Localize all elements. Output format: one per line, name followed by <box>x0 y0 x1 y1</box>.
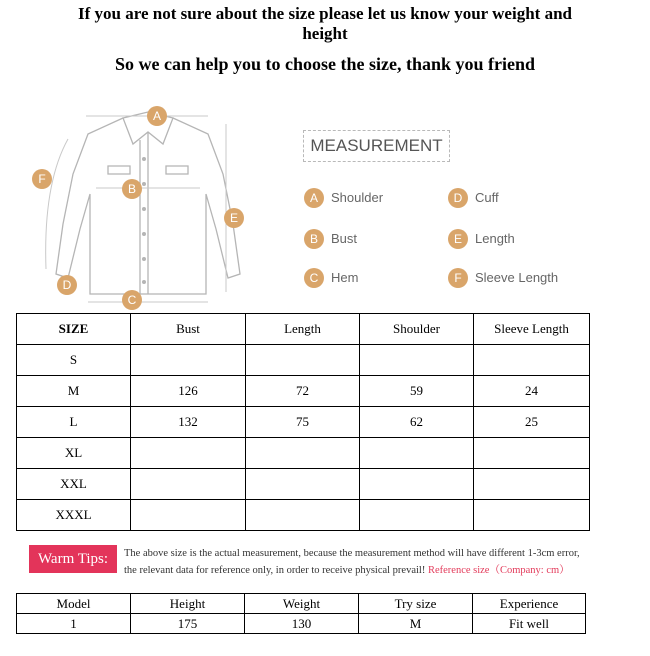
table-header-row <box>17 314 590 345</box>
table-cell <box>360 469 474 500</box>
table-cell <box>474 469 590 500</box>
table-cell <box>360 500 474 531</box>
header-try-size: Try size <box>359 594 473 614</box>
table-cell <box>246 469 360 500</box>
table-cell: Fit well <box>473 614 586 634</box>
table-cell: M <box>359 614 473 634</box>
table-cell: 72 <box>246 376 360 407</box>
warm-tips-label: Warm Tips: <box>29 545 117 573</box>
table-cell <box>131 469 246 500</box>
badge-b: B <box>122 179 142 199</box>
table-cell <box>246 345 360 376</box>
table-row <box>17 500 590 531</box>
header-experience: Experience <box>473 594 586 614</box>
warm-tips-line-1: The above size is the actual measurement, because the measurement method will have different 1-3cm error, <box>124 548 580 559</box>
table-cell: 75 <box>246 407 360 438</box>
warm-tips-line-2: the relevant data for reference only, in order to receive physical prevail! Reference size（Company: cm） <box>124 565 570 576</box>
table-cell: 132 <box>131 407 246 438</box>
table-cell <box>360 438 474 469</box>
header-model: Model <box>17 594 131 614</box>
badge-f: F <box>32 169 52 189</box>
header-length: Length <box>246 314 360 345</box>
table-cell: 24 <box>474 376 590 407</box>
legend-hem: C Hem <box>304 268 424 288</box>
table-cell: XXXL <box>17 500 131 531</box>
table-row <box>17 614 586 634</box>
warm-tips-text <box>124 545 650 579</box>
badge-c: C <box>122 290 142 310</box>
table-cell: 25 <box>474 407 590 438</box>
header-height: Height <box>131 594 245 614</box>
table-cell: XL <box>17 438 131 469</box>
table-cell: 175 <box>131 614 245 634</box>
size-help-subheading: So we can help you to choose the size, thank you friend <box>114 54 536 74</box>
legend-sleeve-length: F Sleeve Length <box>448 268 598 288</box>
header-sleeve-length: Sleeve Length <box>474 314 590 345</box>
badge-e: E <box>224 208 244 228</box>
model-fit-table <box>16 593 586 634</box>
table-cell <box>360 345 474 376</box>
table-row <box>17 407 590 438</box>
table-cell <box>474 438 590 469</box>
reference-size-note: Reference size（Company: cm） <box>427 565 570 576</box>
header-weight: Weight <box>245 594 359 614</box>
table-row <box>17 376 590 407</box>
size-chart-table <box>16 313 590 531</box>
table-cell: 126 <box>131 376 246 407</box>
table-cell: 59 <box>360 376 474 407</box>
table-row <box>17 345 590 376</box>
legend-length: E Length <box>448 229 568 249</box>
table-cell: S <box>17 345 131 376</box>
table-cell <box>474 500 590 531</box>
header-size: SIZE <box>17 314 131 345</box>
table-cell: XXL <box>17 469 131 500</box>
table-cell <box>474 345 590 376</box>
legend-cuff: D Cuff <box>448 188 568 208</box>
table-cell: 62 <box>360 407 474 438</box>
measurement-illustration <box>28 104 622 310</box>
badge-d: D <box>57 275 77 295</box>
table-cell: M <box>17 376 131 407</box>
table-cell: 1 <box>17 614 131 634</box>
measurement-title: MEASUREMENT <box>303 130 450 162</box>
table-cell: L <box>17 407 131 438</box>
legend-bust: B Bust <box>304 229 424 249</box>
table-cell <box>131 500 246 531</box>
header-shoulder: Shoulder <box>360 314 474 345</box>
size-help-heading: If you are not sure about the size please let us know your weight and height <box>78 4 572 43</box>
table-header-row <box>17 594 586 614</box>
table-cell <box>131 438 246 469</box>
table-row <box>17 438 590 469</box>
table-cell <box>131 345 246 376</box>
table-row <box>17 469 590 500</box>
badge-a: A <box>147 106 167 126</box>
table-cell <box>246 500 360 531</box>
header-bust: Bust <box>131 314 246 345</box>
table-cell <box>246 438 360 469</box>
table-cell: 130 <box>245 614 359 634</box>
legend-shoulder: A Shoulder <box>304 188 424 208</box>
